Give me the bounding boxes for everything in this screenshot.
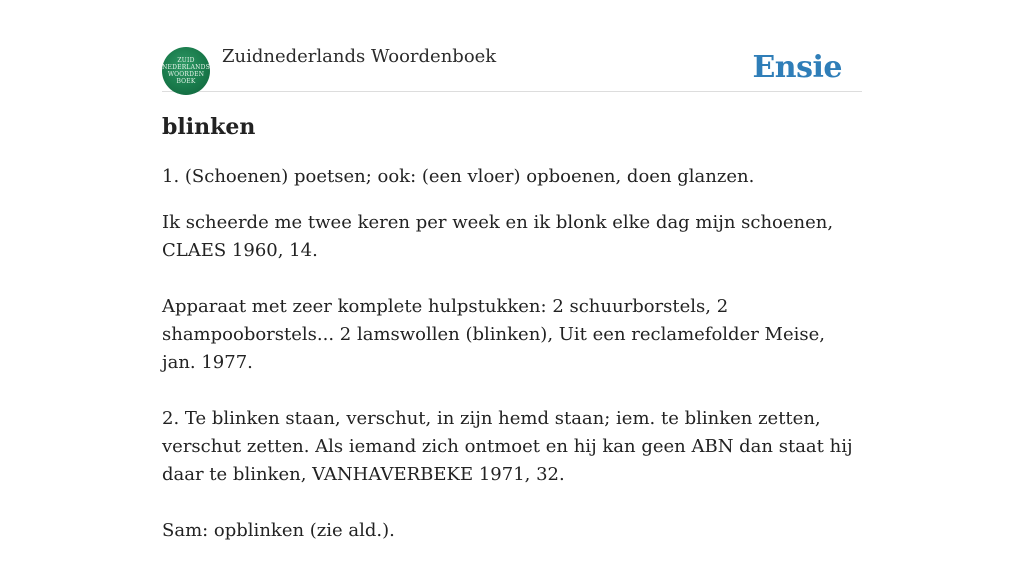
example-paragraph: Apparaat met zeer komplete hulpstukken: 2 schuurborstels, 2 shampooborstels... 2 lamswollen (blinken), Uit een reclamefolder Meise, jan. 1977. (162, 296, 826, 373)
source-title[interactable]: Zuidnederlands Woordenboek (222, 46, 497, 67)
dictionary-logo[interactable] (162, 47, 210, 95)
logo-line: BOEK (176, 78, 196, 85)
entry-content (162, 114, 862, 573)
logo-line: WOORDEN (167, 71, 205, 78)
logo-line: NEDERLANDS (162, 64, 210, 71)
logo-line: ZUID (177, 57, 195, 64)
definition: 1. (Schoenen) poetsen; ook: (een vloer) opboenen, doen glanzen. (162, 166, 755, 187)
brand-logo[interactable]: Ensie (752, 50, 842, 85)
example-paragraph: Ik scheerde me twee keren per week en ik blonk elke dag mijn schoenen, CLAES 1960, 14. (162, 212, 834, 261)
headword: blinken (162, 114, 256, 140)
synonym-paragraph: Sam: opblinken (zie ald.). (162, 520, 395, 541)
site-header (162, 44, 862, 92)
definition-paragraph: 2. Te blinken staan, verschut, in zijn hemd staan; iem. te blinken zetten, verschut zetten. Als iemand zich ontmoet en hij kan geen ABN dan staat hij daar te blinken, VANHAVERBEKE 1971, 32. (162, 408, 853, 485)
